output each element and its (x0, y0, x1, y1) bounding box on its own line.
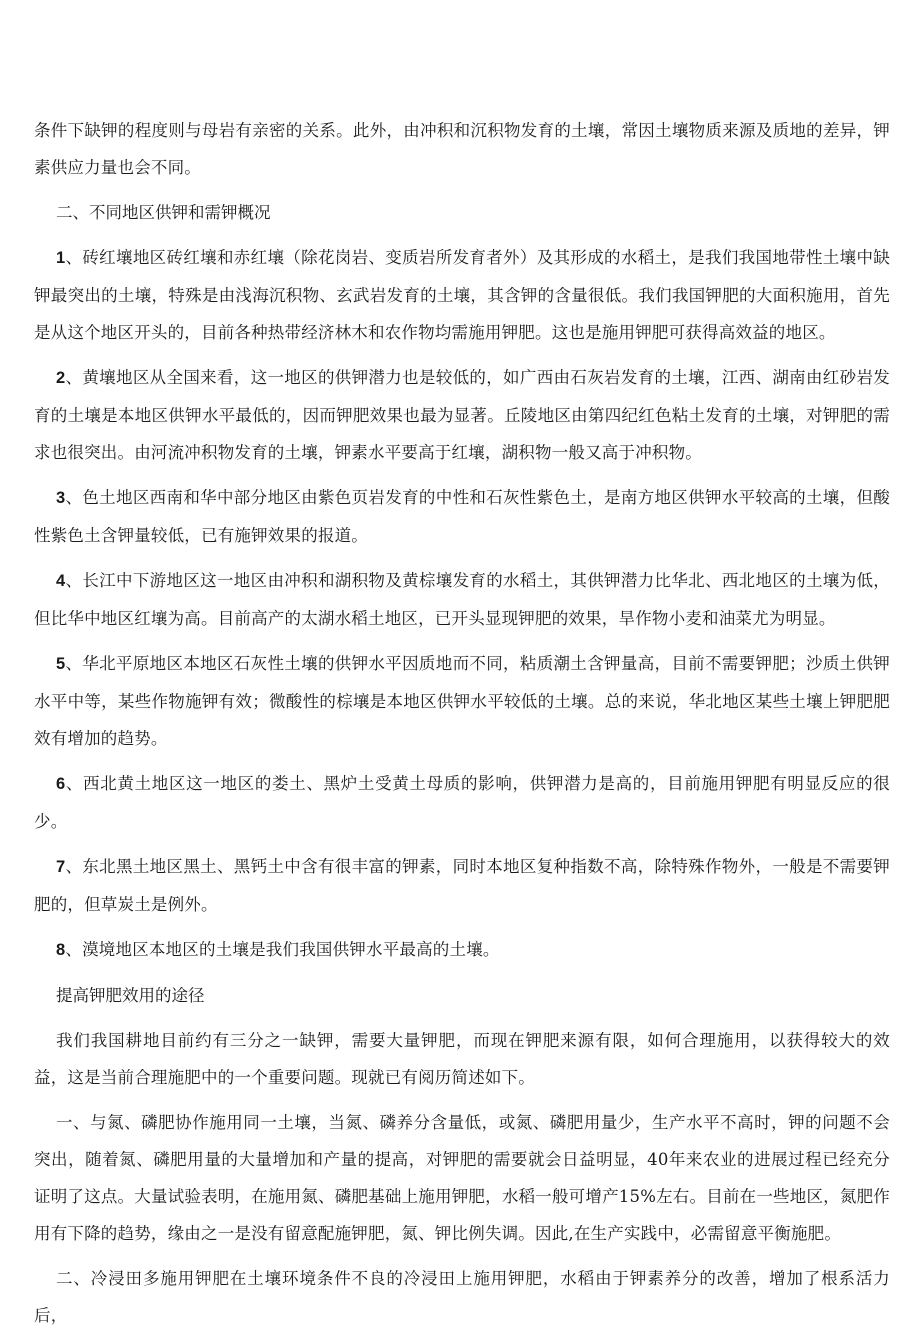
paragraph-item-8 (34, 931, 890, 969)
item-text: 、色土地区西南和华中部分地区由紫色页岩发育的中性和石灰性紫色土，是南方地区供钾水平较高的土壤，但酸性紫色土含钾量较低，已有施钾效果的报道。 (34, 488, 890, 545)
paragraph-item-5 (34, 645, 890, 757)
item-text: 、漠境地区本地区的土壤是我们我国供钾水平最高的土壤。 (65, 940, 500, 959)
paragraph-item-7 (34, 848, 890, 923)
item-number: 3 (56, 489, 66, 507)
section-heading-efficiency: 提高钾肥效用的途径 (56, 986, 205, 1005)
item-number: 2 (56, 369, 66, 387)
paragraph-point-1: 一、与氮、磷肥协作施用同一土壤，当氮、磷养分含量低，或氮、磷肥用量少，生产水平不高时，钾的问题不会突出，随着氮、磷肥用量的大量增加和产量的提高，对钾肥的需要就会日益明显，40年来农业的进展过程已经充分证明了这点。大量试验表明，在施用氮、磷肥基础上施用钾肥，水稻一般可增产15%左右。目前在一些地区，氮肥作用有下降的趋势，缘由之一是没有留意配施钾肥，氮、钾比例失调。因此,在生产实践中，必需留意平衡施肥。 (34, 1113, 890, 1243)
paragraph-overview: 我们我国耕地目前约有三分之一缺钾，需要大量钾肥，而现在钾肥来源有限，如何合理施用，以获得较大的效益，这是当前合理施肥中的一个重要问题。现就已有阅历简述如下。 (34, 1031, 890, 1087)
item-text: 、长江中下游地区这一地区由冲积和湖积物及黄棕壤发育的水稻土，其供钾潜力比华北、西北地区的土壤为低，但比华中地区红壤为高。目前高产的太湖水稻土地区，已开头显现钾肥的效果，旱作物小麦和油菜尤为明显。 (34, 571, 890, 628)
item-text: 、砖红壤地区砖红壤和赤红壤（除花岗岩、变质岩所发育者外）及其形成的水稻土，是我们我国地带性土壤中缺钾最突出的土壤，特殊是由浅海沉积物、玄武岩发育的土壤，其含钾的含量很低。我们我国钾肥的大面积施用，首先是从这个地区开头的，目前各种热带经济林木和农作物均需施用钾肥。这也是施用钾肥可获得高效益的地区。 (34, 248, 890, 342)
item-number: 7 (56, 858, 66, 876)
item-text: 、西北黄土地区这一地区的娄土、黑炉土受黄土母质的影响，供钾潜力是高的，目前施用钾肥有明显反应的很少。 (34, 774, 890, 831)
item-text: 、华北平原地区本地区石灰性土壤的供钾水平因质地而不同，粘质潮土含钾量高，目前不需要钾肥；沙质土供钾水平中等，某些作物施钾有效；微酸性的棕壤是本地区供钾水平较低的土壤。总的来说，华北地区某些土壤上钾肥肥效有增加的趋势。 (34, 654, 890, 748)
item-text: 、黄壤地区从全国来看，这一地区的供钾潜力也是较低的，如广西由石灰岩发育的土壤，江西、湖南由红砂岩发育的土壤是本地区供钾水平最低的，因而钾肥效果也最为显著。丘陵地区由第四纪红色粘土发育的土壤，对钾肥的需求也很突出。由河流冲积物发育的土壤，钾素水平要高于红壤，湖积物一般又高于冲积物。 (34, 368, 890, 462)
paragraph-item-6 (34, 765, 890, 840)
item-number: 8 (56, 941, 66, 959)
paragraph-item-1 (34, 239, 890, 351)
paragraph-intro: 条件下缺钾的程度则与母岩有亲密的关系。此外，由冲积和沉积物发育的土壤，常因土壤物质来源及质地的差异，钾素供应力量也会不同。 (34, 121, 890, 177)
item-number: 5 (56, 655, 66, 673)
item-number: 6 (56, 775, 66, 793)
item-number: 1 (56, 249, 66, 267)
item-text: 、东北黑土地区黑土、黑钙土中含有很丰富的钾素，同时本地区复种指数不高，除特殊作物外，一般是不需要钾肥的，但草炭土是例外。 (34, 857, 890, 914)
paragraph-item-3 (34, 479, 890, 554)
document-page (34, 112, 890, 1342)
paragraph-item-2 (34, 359, 890, 471)
item-number: 4 (56, 572, 66, 590)
paragraph-point-2: 二、冷浸田多施用钾肥在土壤环境条件不良的冷浸田上施用钾肥，水稻由于钾素养分的改善，增加了根系活力后， (34, 1269, 890, 1325)
section-heading-regions: 二、不同地区供钾和需钾概况 (56, 203, 271, 222)
paragraph-item-4 (34, 562, 890, 637)
